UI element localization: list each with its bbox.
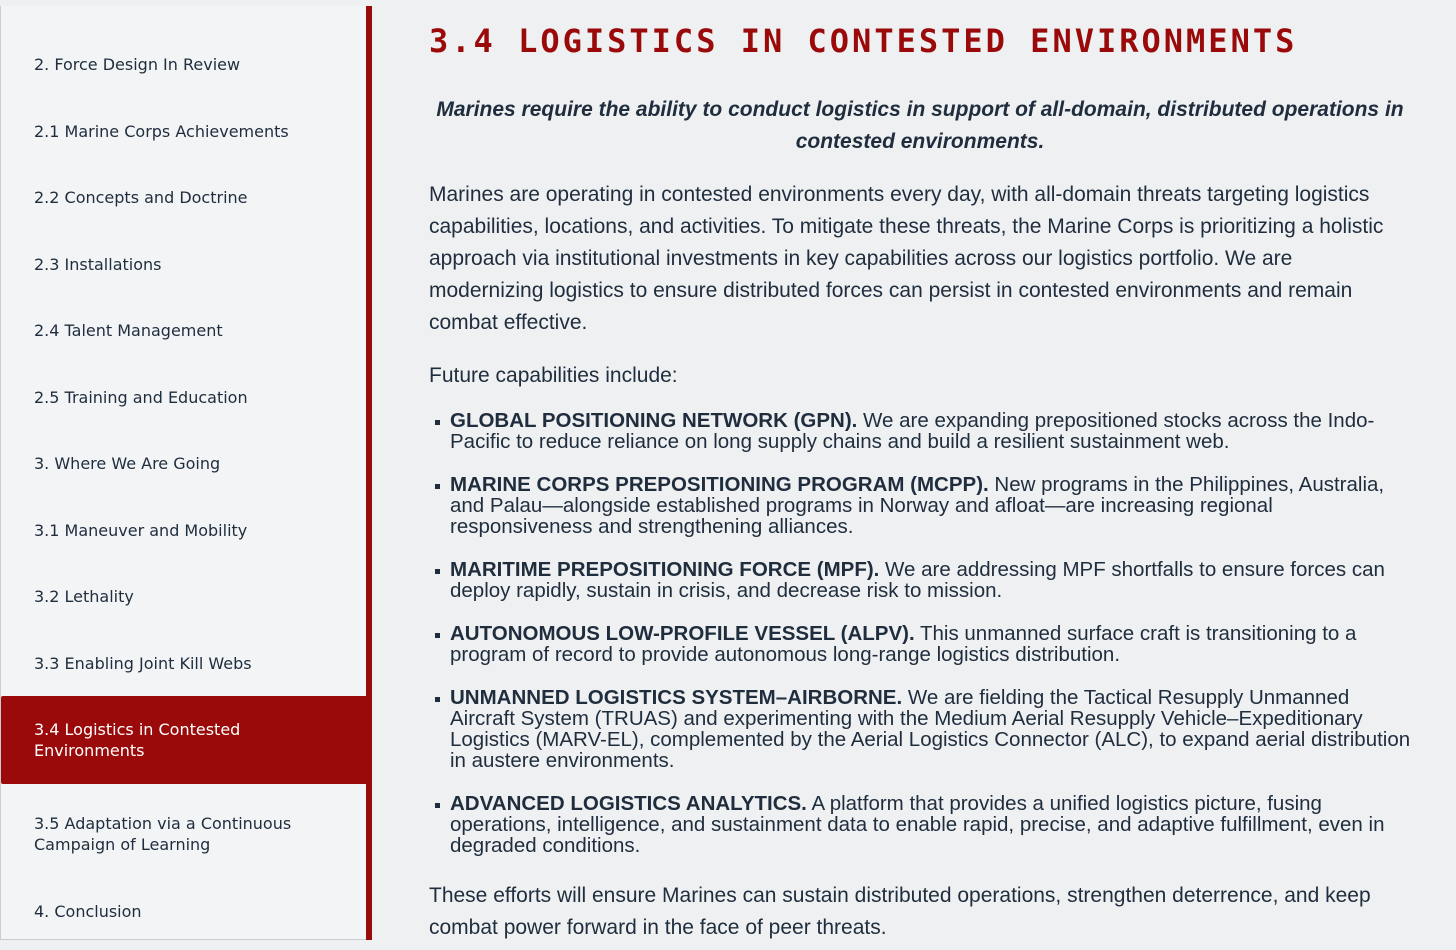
list-item [429, 623, 1411, 665]
sidebar-item-talent-management[interactable]: 2.4 Talent Management [34, 321, 223, 340]
sidebar-item-training-and-education[interactable]: 2.5 Training and Education [34, 388, 248, 407]
sidebar-item-marine-corps-achievements[interactable]: 2.1 Marine Corps Achievements [34, 122, 289, 141]
capability-text: This unmanned surface craft is transitioning to a program of record to provide autonomous long-range logistics distribution. [450, 622, 1357, 666]
capability-text: We are expanding prepositioned stocks across the Indo- Pacific to reduce reliance on long supply chains and build a resilient sustainment web. [450, 409, 1375, 453]
sidebar-divider [366, 6, 372, 940]
list-item [429, 793, 1411, 856]
capabilities-heading: Future capabilities include: [429, 364, 678, 387]
sidebar-item-logistics-in-contested-environments[interactable]: 3.4 Logistics in Contested Environments [1, 696, 372, 784]
sidebar-item-adaptation-continuous-campaign[interactable]: 3.5 Adaptation via a Continuous Campaign of Learning [34, 814, 292, 854]
capability-text: A platform that provides a unified logistics picture, fusing operations, intelligence, and sustainment data to enable rapid, precise, and adaptive fulfillment, even in degraded conditions. [450, 792, 1385, 857]
sidebar-item-force-design-in-review[interactable]: 2. Force Design In Review [34, 55, 241, 74]
bullet-marker [435, 697, 440, 702]
list-item [429, 410, 1411, 452]
capability-name: UNMANNED LOGISTICS SYSTEM–AIRBORNE. [450, 686, 903, 709]
intro-paragraph: Marines are operating in contested environments every day, with all-domain threats targeting logistics capabilities, locations, and activities. To mitigate these threats, the Marine Corps is prioritizing a holistic approach via institutional investments in key capabilities across our logistics portfolio. We are modernizing logistics to ensure distributed forces can persist in contested environments and remain combat effective. [429, 183, 1384, 334]
bullet-marker [435, 484, 440, 489]
sidebar-item-conclusion[interactable]: 4. Conclusion [34, 902, 142, 921]
bullet-marker [435, 420, 440, 425]
sidebar-nav [0, 6, 366, 940]
capability-name: ADVANCED LOGISTICS ANALYTICS. [450, 792, 807, 815]
sidebar-item-maneuver-and-mobility[interactable]: 3.1 Maneuver and Mobility [34, 521, 248, 540]
capability-name: AUTONOMOUS LOW-PROFILE VESSEL (ALPV). [450, 622, 915, 645]
bullet-marker [435, 633, 440, 638]
capability-name: GLOBAL POSITIONING NETWORK (GPN). [450, 409, 858, 432]
sidebar-item-enabling-joint-kill-webs[interactable]: 3.3 Enabling Joint Kill Webs [34, 654, 252, 673]
capability-text: We are fielding the Tactical Resupply Unmanned Aircraft System (TRUAS) and experimenting with the Medium Aerial Resupply Vehicle–Expeditionary Logistics (MARV-EL), complemented by the Aerial Logistics Connector (ALC), to expand aerial distribution in austere environments. [450, 686, 1411, 772]
capability-text: New programs in the Philippines, Australia, and Palau—alongside established programs in Norway and afloat—are increasing regional responsiveness and strengthening alliances. [450, 473, 1385, 538]
sidebar-item-concepts-and-doctrine[interactable]: 2.2 Concepts and Doctrine [34, 188, 248, 207]
sidebar-item-lethality[interactable]: 3.2 Lethality [34, 587, 134, 606]
list-item [429, 559, 1411, 601]
list-item [429, 474, 1411, 537]
capability-name: MARITIME PREPOSITIONING FORCE (MPF). [450, 558, 880, 581]
sidebar-item-where-we-are-going[interactable]: 3. Where We Are Going [34, 454, 221, 473]
page-title: 3.4 LOGISTICS IN CONTESTED ENVIRONMENTS [429, 22, 1298, 60]
capability-name: MARINE CORPS PREPOSITIONING PROGRAM (MCPP). [450, 473, 989, 496]
bullet-marker [435, 803, 440, 808]
closing-paragraph: These efforts will ensure Marines can sustain distributed operations, strengthen deterrence, and keep combat power forward in the face of peer threats. [429, 884, 1371, 939]
capabilities-list [429, 410, 1411, 878]
bullet-marker [435, 569, 440, 574]
list-item [429, 687, 1411, 771]
sidebar-item-installations[interactable]: 2.3 Installations [34, 255, 162, 274]
capability-text: We are addressing MPF shortfalls to ensure forces can deploy rapidly, sustain in crisis, and decrease risk to mission. [450, 558, 1385, 602]
lead-statement: Marines require the ability to conduct logistics in support of all-domain, distributed operations in contested environments. [436, 98, 1404, 153]
